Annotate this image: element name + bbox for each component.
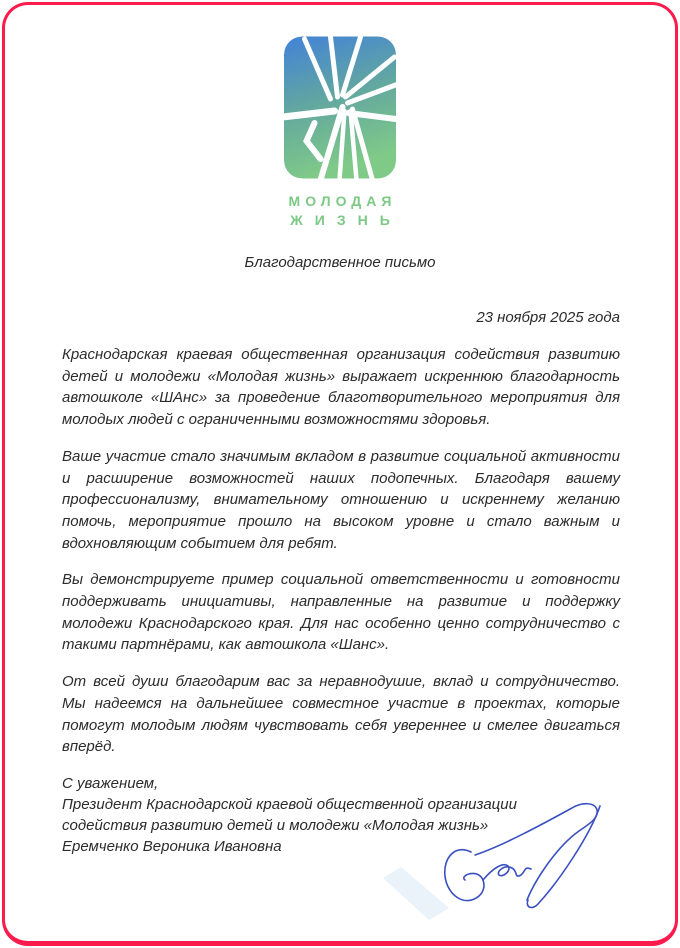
molodaya-zhizn-logo-icon [283,35,398,180]
stamp-watermark [383,867,449,920]
closing-line: Еремченко Вероника Ивановна [62,837,282,855]
closing-line: содействия развитию детей и молодежи «Молодая жизнь» [62,816,489,834]
signature-image [375,800,640,945]
logo-text-line1: МОЛОДАЯ [288,193,397,209]
signature-ink [445,804,600,908]
letter-paragraph: От всей души благодарим вас за неравнодушие, вклад и сотрудничество. Мы надеемся на дальнейшее совместное участие в проектах, которые помогут молодым людям чувствовать себя увереннее и смелее двигаться вперёд. [62,673,620,756]
letter-paragraph: Ваше участие стало значимым вкладом в развитие социальной активности и расширение возможностей наших подопечных. Благодаря вашему профессионализму, внимательному отношению и искреннему желанию помочь, мероприятие прошло на высоком уровне и стало важным и вдохновляющим событием для ребят. [62,447,620,552]
letter-paragraph: Вы демонстрируете пример социальной ответственности и готовности поддерживать инициативы, направленные на развитие и поддержку молодежи Краснодарского края. Для нас особенно ценно сотрудничество с такими партнёрами, как автошкола «Шанс». [62,571,620,654]
letter-title: Благодарственное письмо [244,254,436,271]
letter-date: 23 ноября 2025 года [476,309,620,326]
letter-paragraph: Краснодарская краевая общественная организация содействия развитию детей и молодежи «Молодая жизнь» выражает искреннюю благодарность автошколе «ШАнс» за проведение благотворительного мероприятия для молодых людей с ограниченными возможностями здоровья. [62,346,620,429]
closing-line: С уважением, [62,774,159,792]
letter-body [62,344,620,857]
logo-text-line2: ЖИЗНЬ [290,212,402,228]
letter-page [2,2,678,946]
closing-line: Президент Краснодарской краевой общественной организации [62,795,517,813]
